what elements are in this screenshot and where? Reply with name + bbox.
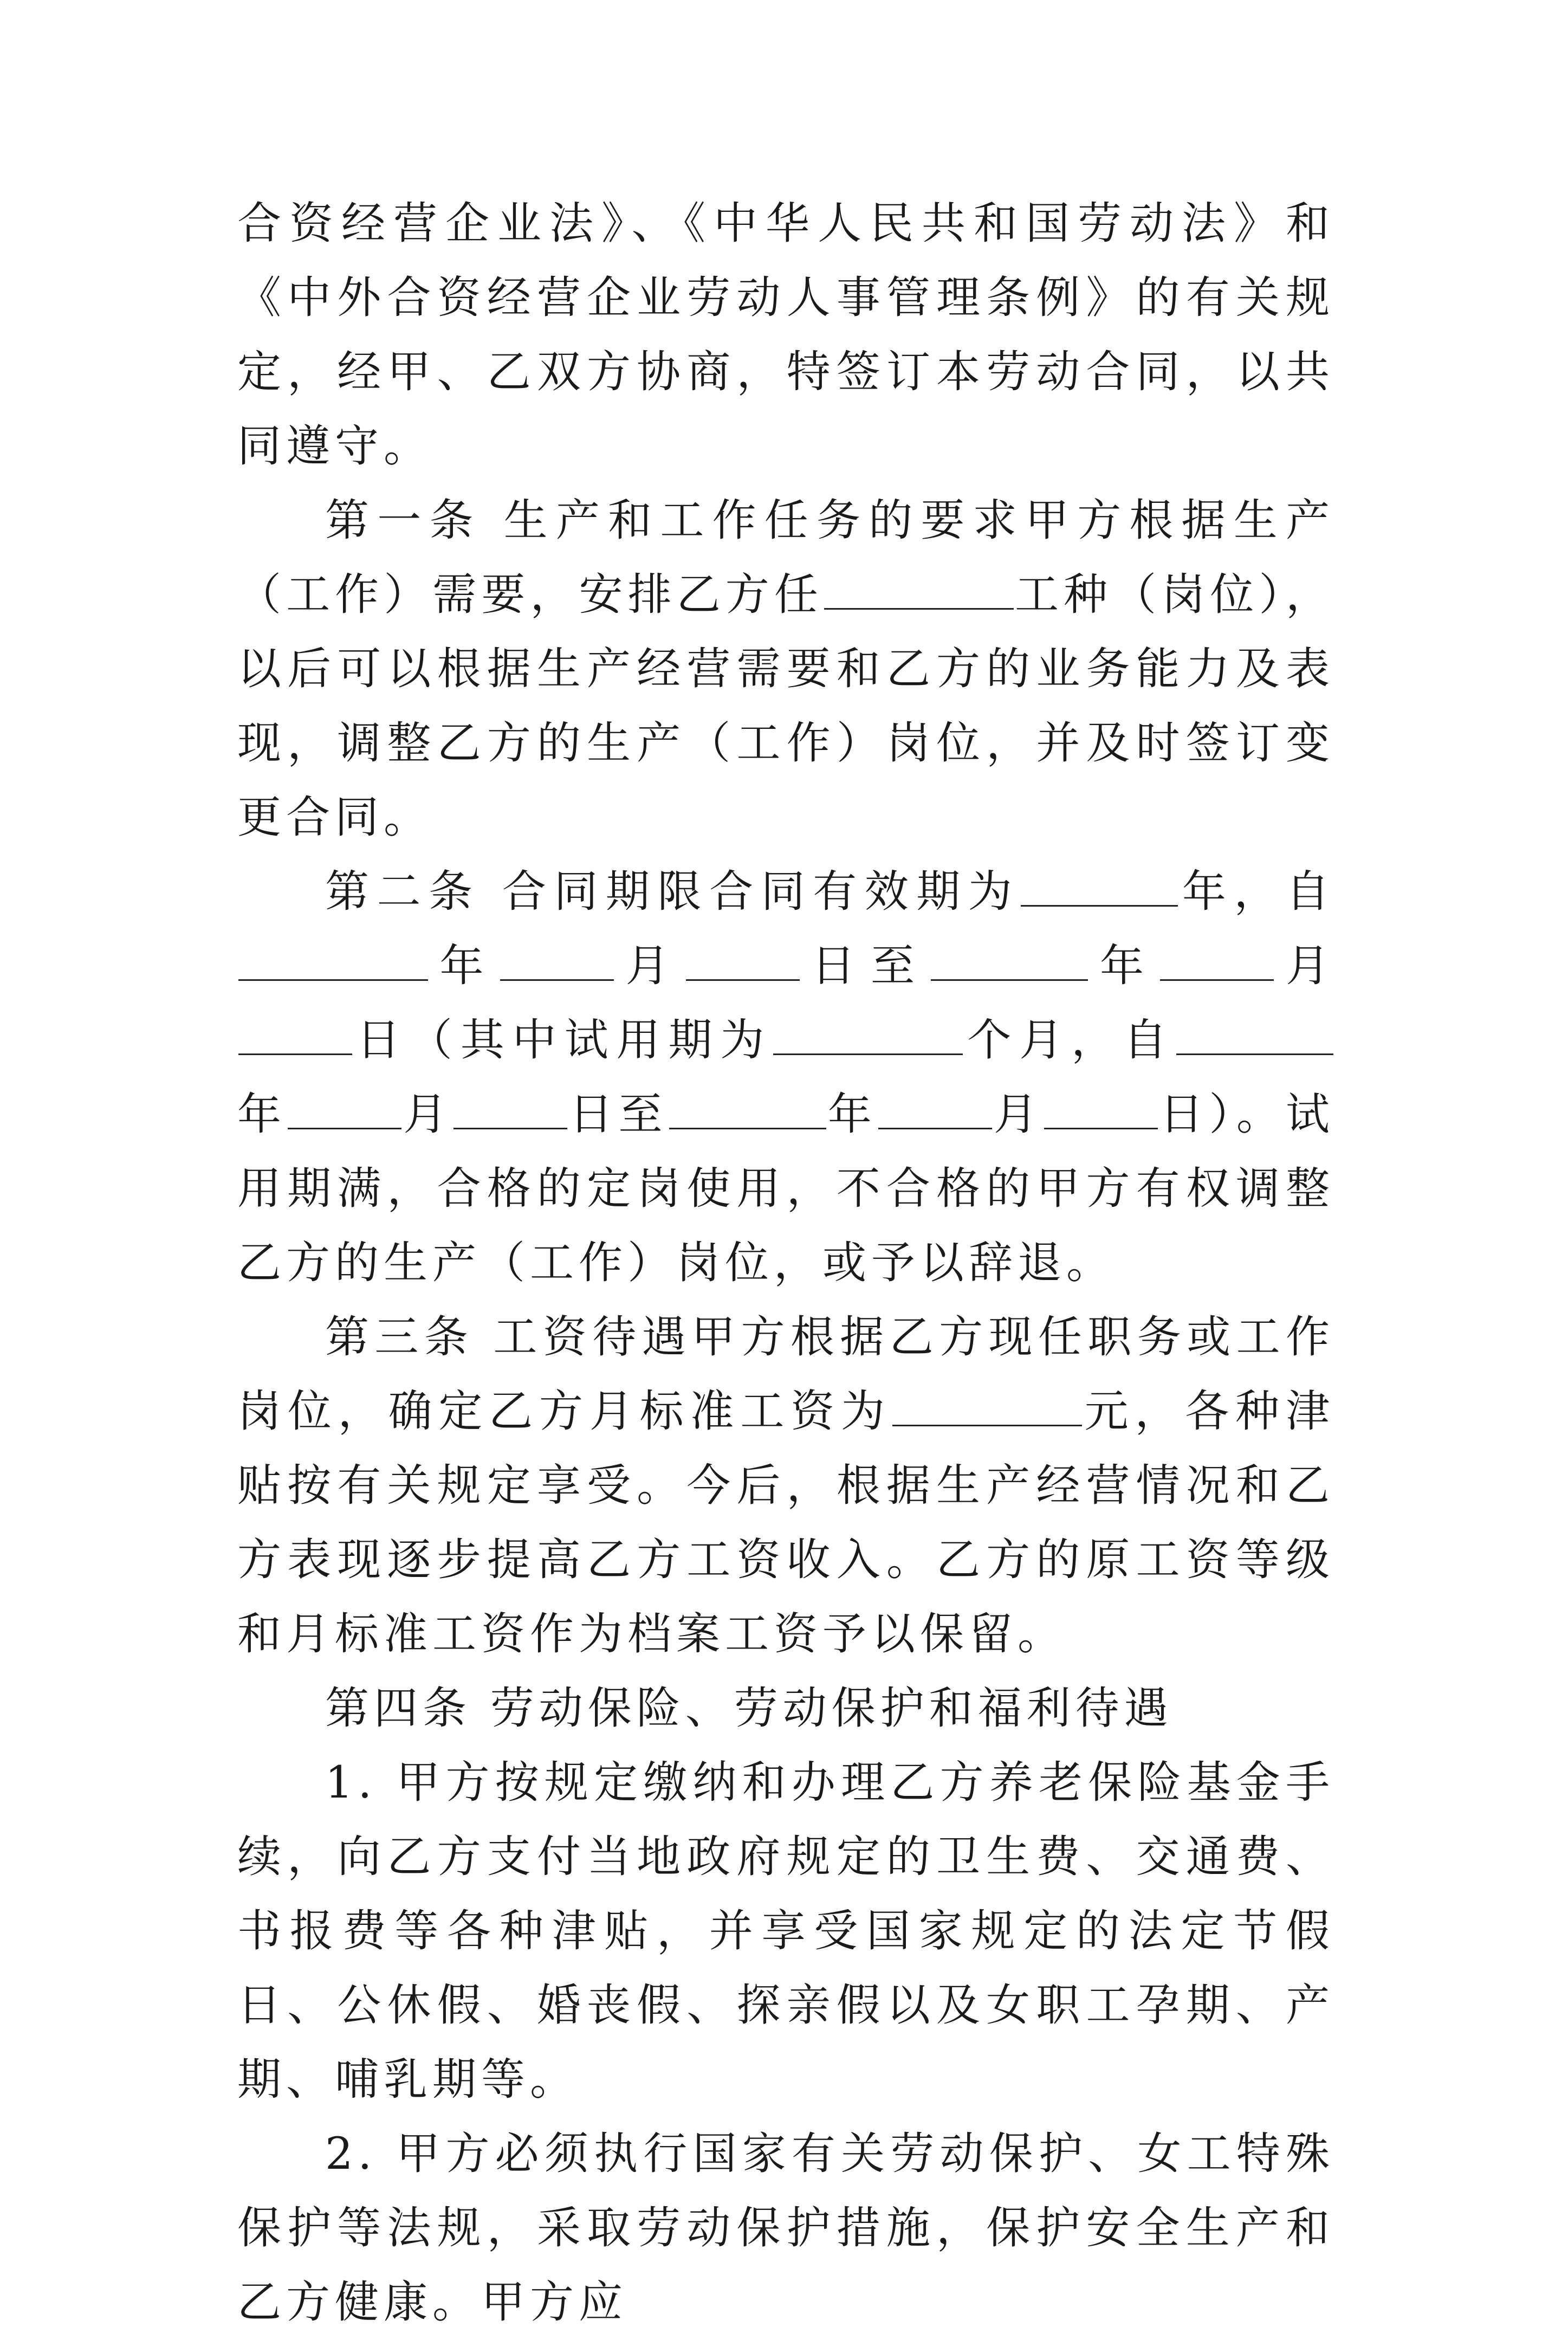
article-2-text: 年 [1089,941,1159,992]
paragraph-article-2 [237,855,1334,1301]
article-1-text-cont: 工种（岗位），以后可以根据生产经营需要和乙方的业务能力及表现，调整乙方的生产（工作）岗位，并及时签订变更合同。 [237,570,1334,843]
article-2-text: 月 [993,1089,1044,1140]
blank-start-day[interactable] [686,938,800,981]
article-2-text: 年，自 [1179,867,1334,917]
blank-contract-years[interactable] [1021,863,1178,907]
blank-end-month[interactable] [1160,938,1274,981]
blank-probation-start-day[interactable] [453,1086,567,1129]
article-4-title: 第四条 劳动保险、劳动保护和福利待遇 [325,1683,1173,1734]
article-2-text: 月 [403,1089,453,1140]
article-4-item-2: 2. 甲方必须执行国家有关劳动保护、女工特殊保护等法规，采取劳动保护措施，保护安全生产和乙方健康。甲方应 [237,2129,1334,2328]
paragraph-preamble [237,187,1334,484]
blank-probation-end-year[interactable] [669,1086,826,1129]
paragraph-article-4-title [237,1672,1334,1746]
article-2-text: 日（其中试用期为 [353,1015,773,1066]
blank-start-year[interactable] [238,938,428,981]
paragraph-article-1 [237,484,1334,855]
preamble-text: 合资经营企业法》、《中华人民共和国劳动法》和《中外合资经营企业劳动人事管理条例》的有关规定，经甲、乙双方协商，特签订本劳动合同，以共同遵守。 [237,198,1334,472]
blank-probation-start-month[interactable] [288,1086,401,1129]
article-2-text: 月 [1275,941,1334,992]
blank-probation-start-year[interactable] [1176,1012,1333,1055]
blank-job-type[interactable] [824,566,1014,610]
article-2-text: 日）。试用期满，合格的定岗使用，不合格的甲方有权调整乙方的生产（工作）岗位，或予以辞退。 [237,1089,1334,1289]
article-2-text: 年 [429,941,499,992]
article-3-text-cont: 元，各种津贴按有关规定享受。今后，根据生产经营情况和乙方表现逐步提高乙方工资收入。乙方的原工资等级和月标准工资作为档案工资予以保留。 [237,1386,1334,1660]
article-2-text: 年 [237,1089,287,1140]
contract-body [237,187,1334,2340]
blank-probation-end-day[interactable] [1044,1086,1158,1129]
paragraph-article-4-item-2 [237,2117,1334,2340]
article-3-text: 第三条 工资待遇甲方根据乙方现任职务或工作岗位，确定乙方月标准工资为 [237,1312,1334,1437]
article-2-text: 第二条 合同期限合同有效期为 [325,867,1020,917]
article-2-text: 个月，自 [964,1015,1175,1066]
paragraph-article-4-item-1 [237,1746,1334,2117]
article-2-text: 日至 [801,941,930,992]
article-2-text: 年 [827,1089,877,1140]
article-1-text: 第一条 生产和工作任务的要求甲方根据生产（工作）需要，安排乙方任 [237,495,1334,620]
blank-probation-months[interactable] [773,1012,963,1055]
blank-probation-end-month[interactable] [878,1086,992,1129]
blank-end-day[interactable] [238,1012,352,1055]
paragraph-article-3 [237,1301,1334,1672]
blank-end-year[interactable] [931,938,1088,981]
blank-start-month[interactable] [500,938,614,981]
blank-monthly-salary[interactable] [892,1383,1082,1426]
article-2-text: 日至 [568,1089,668,1140]
article-2-text: 月 [615,941,685,992]
article-4-item-1: 1. 甲方按规定缴纳和办理乙方养老保险基金手续，向乙方支付当地政府规定的卫生费、交通费、书报费等各种津贴，并享受国家规定的法定节假日、公休假、婚丧假、探亲假以及女职工孕期、产期、哺乳期等。 [237,1757,1334,2105]
